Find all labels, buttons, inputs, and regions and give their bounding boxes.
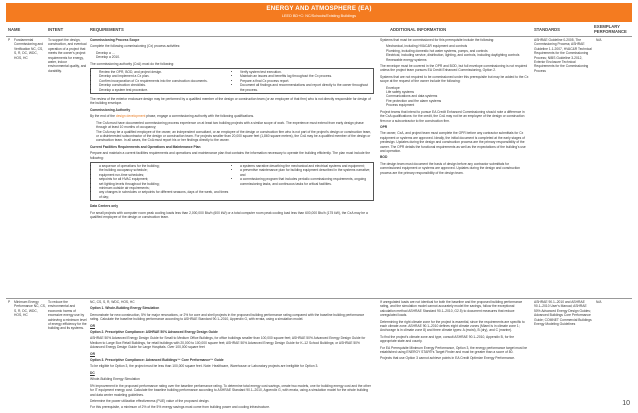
req2-option2: Option 2. Prescriptive Compliance: ASHRAE 50% Advanced Energy Design Guide	[90, 330, 218, 335]
page-number: 10	[622, 400, 630, 407]
row1-code: P	[8, 38, 11, 42]
plan-item: • a sequence of operations for the building;	[99, 164, 230, 168]
req-cxa-duties-box	[90, 68, 374, 94]
add-bullet: • Renewable energy systems	[386, 58, 530, 62]
plan-item: • set lighting levels throughout the building;	[99, 182, 230, 186]
plan-item: • setpoints for all HVAC equipment;	[99, 177, 230, 181]
add-para: Project teams that intend to pursue EA Credit Enhanced Commissioning should note a difference in the CxA qualifications: for the credit, the CxA may not be an employee of the design or construction firm nor a subcontractor to the construction firm.	[380, 109, 525, 123]
req2-or: OR	[90, 323, 95, 328]
row2-standards: ASHRAE 90.1–2010 and ASHRAE 90.1–2010 User's Manual; ASHRAE 50% Advanced Energy Design Guides; Advanced Buildings Core Performance Guide; COMNET Commercial Buildings Energy Modeling Guidelines	[534, 300, 592, 327]
req2-para: To be eligible for Option 3, the project must be less than 100,000 square feet. Note: Healthcare, Warehouse or Laboratory projects are ineligible for Option 3.	[90, 364, 319, 369]
design-development-link[interactable]: design development	[115, 114, 146, 119]
add2-para: For EA Prerequisite Minimum Energy Performance, Option 3, the energy performance target must be established using ENERGY STAR®'s Target Finder and must be greater than a score of 80.	[380, 345, 528, 355]
duty-item: • Review the OPR, BOD, and project design.	[99, 70, 230, 74]
plan-item: • equipment run-time schedules;	[99, 173, 230, 177]
req-cxa-heading: Commissioning Authority	[90, 107, 131, 112]
row2-exemplary: N/A	[596, 300, 602, 304]
add-para: The owner, CxA, and project team must complete the OPR before any contractor submittals for Cx equipment or systems are approved. Ideally, the initial document is completed at the early stages of predesign. Updates during the design and construction process are the primary responsibility of the owner. The OPR details the functional requirements as well as the expectations of the building's use and operation.	[380, 131, 526, 153]
req-scope-bullet: • Develop a …	[96, 51, 374, 55]
req2-para: ASHRAE 50% Advanced Energy Design Guide for Small to Medium Office Buildings, for office buildings smaller than 100,000 square feet; ASHRAE 50% Advanced Energy Design Guide for Medium to Large Box Retail Buildings, for retail buildings with 20,000 to 100,000 square feet; ASHRAE 50% Advanced Energy Design Guide for K–12 School Buildings; or ASHRAE 50% Advanced Energy Design Guide for Large Hospitals. Over 100,000 square feet	[90, 336, 366, 350]
req-scope-heading: Commissioning Process Scope	[90, 38, 140, 42]
req2-ratings: NC, CS, S, R, WDC, HOS, HC	[90, 300, 135, 304]
header-additional: ADDITIONAL INFORMATION	[390, 26, 447, 32]
row-divider	[6, 298, 632, 299]
duty-item: • Document all findings and recommendations and report directly to the owner throughout the process.	[240, 83, 371, 92]
cxa-qualification: • The CxA may be a qualified employee of the owner, an independent consultant, or an employee of the design or construction firm who is not part of the project's design or construction team, or a disinterested subcontractor of the design or construction team. For projects smaller than 20,000 square feet (1,860 square meters), the CxA may be a qualified member of the design or construction team. In all cases, the CxA must report his or her findings directly to the owner.	[96, 130, 374, 143]
add-para: The envelope must be covered in the OPR and BOD, but full envelope commissioning is not required unless the project team pursues EA Credit Enhanced Commissioning, Option 2.	[380, 64, 528, 73]
add-bullet: • Communications and data systems	[386, 94, 530, 98]
header-standards: STANDARDS	[534, 26, 560, 32]
header-requirements: REQUIREMENTS	[90, 26, 124, 32]
cxa-qualification: • The CxA must have documented commissioning process experience on at least two building projects with a similar scope of work. The experience must extend from early design phase through at least 10 months of occupancy;	[96, 121, 374, 130]
req2-dc-heading: Whole-Building Energy Simulation	[90, 377, 140, 382]
header-exemplary: EXEMPLARY PERFORMANCE	[594, 24, 627, 34]
header-name: NAME	[8, 26, 21, 32]
row2-intent: To reduce the environmental and economic harms of excessive energy use by achieving a minimum level of energy efficiency for the building and its systems.	[48, 300, 87, 331]
add-bod-heading: BOD	[380, 155, 388, 160]
req2-para: For this prerequisite, a minimum of 2% of the 5% energy savings must come from building power and cooling infrastructure.	[90, 405, 270, 410]
req2-option1: Option 1. Whole-Building Energy Simulation	[90, 306, 160, 311]
req-datacenter-para: For small projects with computer room peak cooling loads less than 2,000,000 Btu/h (600 kW) or a total computer room peak cooling load less than 600,000 Btu/h (175 kW), the CxA may be a qualified employee of the design or construction team.	[90, 210, 368, 219]
req2-option3: Option 3. Prescriptive Compliance: Advanced Buildings™ Core Performance™ Guide	[90, 358, 224, 363]
row2-additional	[380, 300, 530, 410]
req2-para: Demonstrate for new construction, 5% for major renovations, or 2% for core and shell projects in the proposed building performance rating compared with the baseline building performance rating. Calculate the baseline building performance according to ASHRAE Standard 90.1–2010, Appendix G, with errata, using a simulation model.	[90, 312, 365, 322]
duty-item: • Confirm incorporation of Cx requirements into the construction documents.	[99, 79, 230, 83]
add-bullet: • Plumbing, including domestic hot water systems, pumps, and controls	[386, 49, 530, 53]
req2-para: 5% improvement in the proposed performance rating over the baseline performance rating. To determine total energy cost savings, create two models, one for building energy cost and the other for IT equipment energy cost. Calculate the baseline building performance according to ASHRAE Standard 90.1–2010, Appendix G, with errata, using a simulation model for the whole building and data center modeling guidelines.	[90, 383, 371, 397]
add2-para: Projects that use Option 3 cannot achieve points in EA Credit Optimize Energy Performance.	[380, 356, 516, 361]
add-bullet: • Fire protection and fire alarm systems	[386, 99, 530, 103]
row1-requirements	[90, 38, 374, 296]
add-bullet: • Mechanical, including HVAC&R equipment and controls	[386, 44, 530, 48]
add-opr-heading: OPR	[380, 124, 388, 129]
row1-additional	[380, 38, 530, 296]
add-bullet: • Process equipment	[386, 103, 530, 107]
plan-item: • a systems narrative describing the mechanical and electrical systems and equipment;	[240, 164, 371, 168]
banner-title: ENERGY AND ATMOSPHERE (EA)	[266, 5, 372, 12]
req-scope-bullet: • Develop a 2010.	[96, 55, 374, 59]
duty-item: • Prepare a final Cx process report.	[240, 79, 371, 83]
row2-code: P	[8, 300, 11, 304]
row2-requirements	[90, 300, 374, 410]
req-cxa-para: By the end of the design development phase, engage a commissioning authority with the following qualifications.	[90, 114, 255, 119]
header-divider	[6, 36, 632, 37]
plan-item: • minimum outside air requirements;	[99, 186, 230, 190]
req2-para: Determine the power utilization effectiveness (PUE) value of the proposed design.	[90, 398, 210, 403]
req2-or: OR	[90, 351, 95, 356]
add-para: Systems that must be commissioned for this prerequisite include the following:	[380, 38, 495, 42]
section-banner	[6, 3, 632, 22]
plan-item: • a commissioning program that includes periodic commissioning requirements, ongoing commissioning tasks, and continuous tasks for critical facilities.	[240, 177, 371, 186]
req-datacenter-heading: Data Centers only	[90, 204, 119, 209]
add2-para: To find the project's climate zone and type, consult ASHRAE 90.1–2010, Appendix B, for the appropriate state and county.	[380, 334, 515, 344]
plan-item: • a preventive maintenance plan for building equipment described in the systems narrative; and	[240, 168, 371, 177]
header-intent: INTENT	[48, 26, 64, 32]
add2-para: Determining the right climate zone for the project is essential, since the requirements are specific to each climate zone. ASHRAE 90.1–2010 defines eight climate zones (Miami is in climate zone 1; Anchorage is in climate zone 8) and three climate types: A (moist), B (dry), and C (marine).	[380, 319, 525, 333]
req-cfr-heading: Current Facilities Requirements and Operations and Maintenance Plan	[90, 144, 201, 149]
add-para: Systems that are not required to be commissioned under this prerequisite but may be added to the Cx scope at the request of the owner include the following:	[380, 74, 529, 84]
req2-dc: DC	[90, 370, 95, 375]
row1-standards: ASHRAE Guideline 0-2005, The Commissioning Process; ASHRAE Guideline 1.1-2007, HVAC&R Technical Requirements for the Commissioning Process; NIBS Guideline 3-2012, Exterior Enclosure Technical Requirements for the Commissioning Process	[534, 38, 592, 73]
add-bullet: • Envelope	[386, 86, 530, 90]
req-envelope-review: The review of the exterior enclosure design may be performed by a qualified member of the design or construction team (or an employee of that firm) who is not directly responsible for design of the building envelope.	[90, 97, 371, 106]
row1-name: Fundamental Commissioning and Verification NC, CS, S, R, DC, WDC, HOS, HC	[14, 38, 44, 60]
row1-intent: To support the design, construction, and eventual operation of a project that meets the owner's project requirements for energy, water, indoor environmental quality, and durability.	[48, 38, 87, 73]
plan-item: • any changes in schedules or setpoints for different seasons, days of the week, and times of day;	[99, 190, 230, 199]
row2-name: Minimum Energy Performance NC, CS, S, R, DC, WDC, HOS, HC	[14, 300, 46, 318]
duty-item: • Maintain an issues and benefits log throughout the Cx process.	[240, 74, 371, 78]
req-plan-box	[90, 162, 374, 201]
add-bullet: • Electrical, including service, distribution, lighting, and controls, including daylighting controls	[386, 53, 530, 57]
plan-item: • the building occupancy schedule;	[99, 168, 230, 172]
duty-item: • Develop construction checklists.	[99, 83, 230, 87]
duty-item: • Develop a system test procedure.	[99, 88, 230, 92]
duty-item: • Verify system test execution.	[240, 70, 371, 74]
row1-exemplary: N/A	[596, 38, 602, 42]
add-bullet: • Life safety systems	[386, 90, 530, 94]
add2-para: If unregulated loads are not identical for both the baseline and the proposed building performance rating, and the simulation model cannot accurately model the savings, follow the exceptional calculation method ASHRAE Standard 90.1–2010, G2.5) to document measures that reduce unregulated loads.	[380, 300, 523, 318]
req-cfr-para: Prepare and maintain a current facilities requirements and operations and maintenance plan that contains the information necessary to operate the building efficiently. The plan must include the following:	[90, 151, 371, 160]
banner-subtitle: LEED BD+C: NC/Schools/Existing Buildings	[281, 14, 357, 18]
add-para: The design team must document the basis of design before any contractor submittals for commissioned equipment or systems are approved. Updates during the design and construction process are the primary responsibility of the design team.	[380, 161, 521, 175]
req-scope-intro: Complete the following commissioning (Cx) process activities:	[90, 44, 181, 49]
req-cxa-duties-intro: The commissioning authority (CxA) must do the following:	[90, 61, 175, 66]
duty-item: • Develop and implement a Cx plan.	[99, 74, 230, 78]
